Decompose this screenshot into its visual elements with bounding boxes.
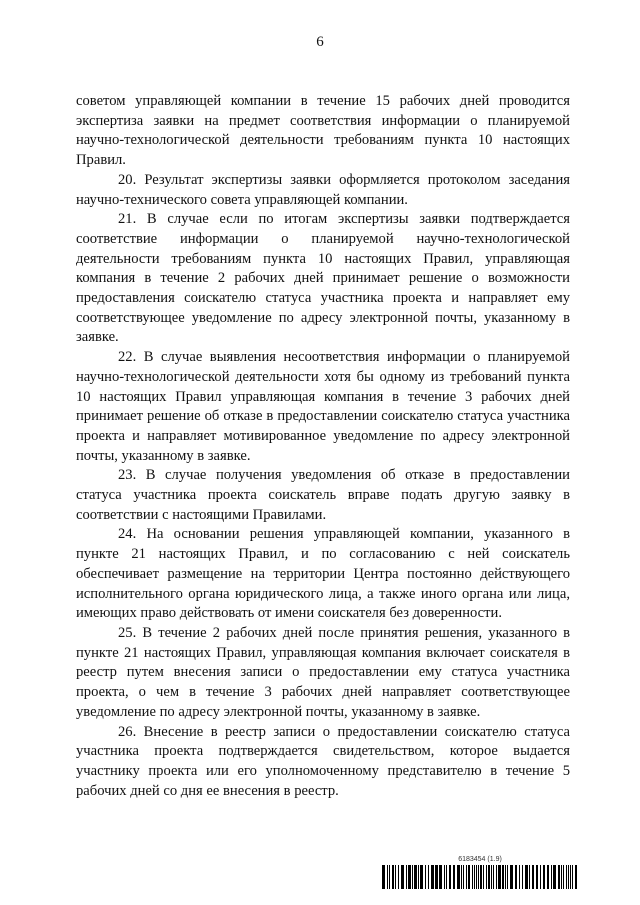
barcode-bar xyxy=(406,865,407,889)
barcode-bar xyxy=(561,865,562,889)
barcode-bar xyxy=(498,865,501,889)
barcode-bar xyxy=(543,865,545,889)
barcode-bar xyxy=(478,865,479,889)
barcode-bar xyxy=(444,865,445,889)
barcode-bar xyxy=(446,865,447,889)
barcode-bar xyxy=(510,865,513,889)
barcode-bar xyxy=(428,865,429,889)
barcode-bar xyxy=(519,865,520,889)
barcode-bar xyxy=(547,865,549,889)
barcode-bar xyxy=(575,865,577,889)
document-body xyxy=(76,92,570,801)
barcode-bar xyxy=(551,865,552,889)
paragraph-19-continuation: советом управляющей компании в течение 15 рабочих дней проводится экспертиза заявки на предмет соответствия информации о планируемой научно-технологической деятельности требованиям пункта 10 настоящих Правил. xyxy=(76,93,570,169)
barcode-image xyxy=(382,865,578,889)
barcode-bar xyxy=(491,865,492,889)
barcode-bar xyxy=(435,865,438,889)
barcode-bar xyxy=(529,865,530,889)
barcode-bar xyxy=(453,865,455,889)
paragraph-24: 24. На основании решения управляющей компании, указанного в пункте 21 настоящих Правил, и по согласованию с ней соискатель обеспечивает размещение на территории Центра постоянно действующего исполнительного органа юридического лица, а также иного органа или лица, имеющих право действовать от имени соискателя без доверенности. xyxy=(76,526,570,622)
barcode-bar xyxy=(420,865,423,889)
barcode-bar xyxy=(558,865,560,889)
barcode-bar xyxy=(408,865,411,889)
barcode-bar xyxy=(572,865,573,889)
barcode-bar xyxy=(431,865,434,889)
barcode-bar xyxy=(414,865,417,889)
barcode-bar xyxy=(401,865,404,889)
barcode-bar xyxy=(566,865,567,889)
barcode-bar xyxy=(540,865,541,889)
barcode-bar xyxy=(553,865,556,889)
barcode-bar xyxy=(515,865,517,889)
barcode-bar xyxy=(496,865,497,889)
barcode-bar xyxy=(463,865,464,889)
barcode-bar xyxy=(472,865,473,889)
barcode-bar xyxy=(536,865,538,889)
barcode-bar xyxy=(418,865,419,889)
barcode-bar xyxy=(468,865,470,889)
barcode-bar xyxy=(525,865,528,889)
document-barcode xyxy=(382,855,578,889)
barcode-bar xyxy=(474,865,475,889)
barcode-bar xyxy=(392,865,394,889)
paragraph-25: 25. В течение 2 рабочих дней после принятия решения, указанного в пункте 21 настоящих Правил, управляющая компания включает соискателя в реестр путем внесения записи о предоставлении ему статуса участника проекта, о чем в течение 3 рабочих дней направляет соответствующее уведомление по адресу электронной почты, указанному в заявке. xyxy=(76,624,570,720)
barcode-bar xyxy=(382,865,385,889)
barcode-bar xyxy=(505,865,506,889)
barcode-bar xyxy=(466,865,467,889)
barcode-bar xyxy=(568,865,569,889)
barcode-bar xyxy=(493,865,494,889)
paragraph-23: 23. В случае получения уведомления об отказе в предоставлении статуса участника проекта соискатель вправе подать другую заявку в соответствии с настоящими Правилами. xyxy=(76,467,570,523)
paragraph-22: 22. В случае выявления несоответствия информации о планируемой научно-технологической деятельности хотя бы одному из требований пункта 10 настоящих Правил управляющая компания в течение 3 рабочих дней принимает решение об отказе в предоставлении соискателю статуса участника проекта и направляет мотивированное уведомление по адресу электронной почты, указанному в заявке. xyxy=(76,349,570,464)
barcode-bar xyxy=(457,865,460,889)
page-number: 6 xyxy=(316,34,324,50)
barcode-bar xyxy=(507,865,508,889)
barcode-bar xyxy=(563,865,564,889)
paragraph-26: 26. Внесение в реестр записи о предоставлении соискателю статуса участника проекта подтверждается свидетельством, которое выдается участнику проекта или его уполномоченному представителю в течение 5 рабочих дней со дня ее внесения в реестр. xyxy=(76,723,570,799)
barcode-bar xyxy=(449,865,451,889)
paragraph-20: 20. Результат экспертизы заявки оформляется протоколом заседания научно-технического совета управляющей компании. xyxy=(76,171,570,208)
barcode-bar xyxy=(488,865,490,889)
barcode-bar xyxy=(480,865,482,889)
barcode-bar xyxy=(389,865,390,889)
barcode-bar xyxy=(425,865,426,889)
barcode-bar xyxy=(476,865,477,889)
barcode-bar xyxy=(522,865,523,889)
barcode-bar xyxy=(387,865,388,889)
barcode-bar xyxy=(461,865,462,889)
barcode-bar xyxy=(486,865,487,889)
barcode-bar xyxy=(483,865,484,889)
paragraph-21: 21. В случае если по итогам экспертизы заявки подтверждается соответствие информации о планируемой научно-технологической деятельности требованиям пункта 10 настоящих Правил, управляющая компания в течение 2 рабочих дней принимает решение о возможности предоставления соискателю статуса участника проекта и направляет ему соответствующее уведомление по адресу электронной почты, указанному в заявке. xyxy=(76,211,570,346)
barcode-bar xyxy=(532,865,534,889)
barcode-caption: 6183454 (1.9) xyxy=(458,856,502,863)
barcode-bar xyxy=(412,865,413,889)
barcode-bar xyxy=(439,865,442,889)
barcode-bar xyxy=(398,865,399,889)
barcode-bar xyxy=(502,865,504,889)
barcode-bar xyxy=(395,865,396,889)
barcode-bar xyxy=(570,865,571,889)
